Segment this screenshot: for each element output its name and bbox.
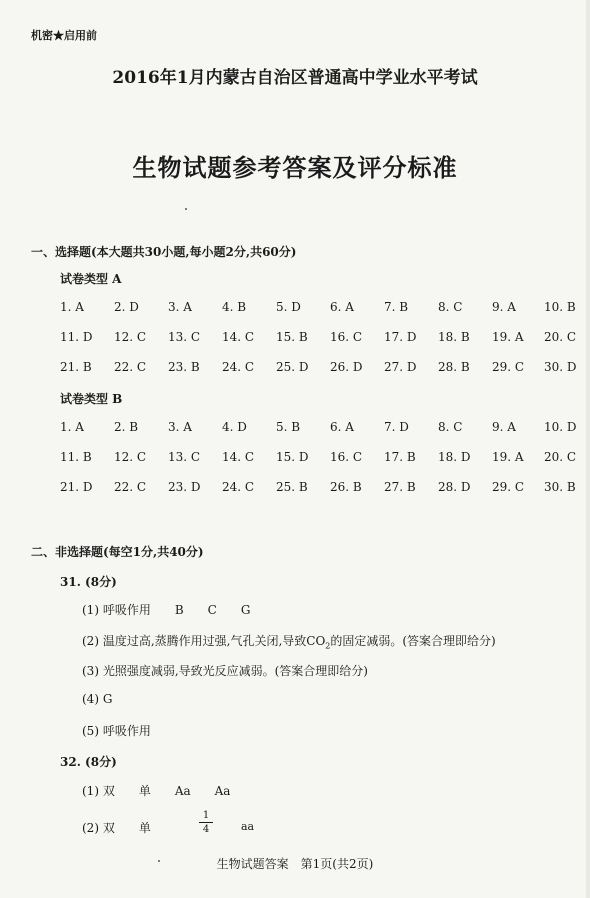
q31-answer-3: (3) 光照强度减弱,导致光反应减弱。(答案合理即给分) bbox=[82, 664, 368, 678]
answer-cell: 15. D bbox=[276, 450, 309, 464]
answer-cell: 6. A bbox=[330, 300, 354, 314]
answer-cell: 5. D bbox=[276, 300, 301, 314]
answer-cell: 10. D bbox=[544, 420, 577, 434]
q31-answer-2 bbox=[82, 632, 496, 650]
answer-cell: 17. B bbox=[384, 450, 416, 464]
answer-cell: 27. D bbox=[384, 360, 417, 374]
fraction-numerator: 1 bbox=[202, 810, 210, 821]
answer-cell: 21. D bbox=[60, 480, 93, 494]
answer-cell: 7. D bbox=[384, 420, 409, 434]
answer-cell: 9. A bbox=[492, 420, 516, 434]
scan-edge bbox=[586, 0, 590, 898]
answer-cell: 12. C bbox=[114, 450, 147, 464]
answer-cell: 3. A bbox=[168, 300, 192, 314]
answer-cell: 28. B bbox=[438, 360, 470, 374]
answer-cell: 2. B bbox=[114, 420, 139, 434]
type-a-label: 试卷类型 A bbox=[60, 272, 122, 286]
answer-cell: 29. C bbox=[492, 480, 525, 494]
answer-cell: 1. A bbox=[60, 300, 84, 314]
q32-answer-1: (1) 双 单 Aa Aa bbox=[82, 784, 231, 798]
exam-title: 2016年1月内蒙古自治区普通高中学业水平考试 bbox=[112, 68, 478, 88]
answer-cell: 20. C bbox=[544, 330, 577, 344]
page-footer: 生物试题答案 第1页(共2页) bbox=[216, 857, 374, 871]
answer-cell: 11. D bbox=[60, 330, 93, 344]
answer-cell: 27. B bbox=[384, 480, 416, 494]
answer-cell: 14. C bbox=[222, 330, 255, 344]
answer-cell: 18. D bbox=[438, 450, 471, 464]
answer-cell: 23. B bbox=[168, 360, 200, 374]
answer-cell: 23. D bbox=[168, 480, 201, 494]
answer-cell: 2. D bbox=[114, 300, 139, 314]
answer-cell: 24. C bbox=[222, 480, 255, 494]
answer-cell: 30. D bbox=[544, 360, 577, 374]
answer-cell: 8. C bbox=[438, 420, 463, 434]
q31-answer-2-text: (2) 温度过高,蒸腾作用过强,气孔关闭,导致CO bbox=[82, 634, 326, 648]
answer-cell: 8. C bbox=[438, 300, 463, 314]
q31-answer-1: (1) 呼吸作用 B C G bbox=[82, 603, 251, 617]
answer-cell: 30. B bbox=[544, 480, 576, 494]
section2-heading: 二、非选择题(每空1分,共40分) bbox=[31, 545, 204, 559]
answer-cell: 13. C bbox=[168, 450, 201, 464]
type-b-label: 试卷类型 B bbox=[60, 392, 123, 406]
question-31-label: 31. (8分) bbox=[60, 575, 117, 589]
answer-cell: 17. D bbox=[384, 330, 417, 344]
answer-cell: 29. C bbox=[492, 360, 525, 374]
answer-cell: 24. C bbox=[222, 360, 255, 374]
answer-cell: 20. C bbox=[544, 450, 577, 464]
answer-cell: 19. A bbox=[492, 330, 524, 344]
answer-cell: 21. B bbox=[60, 360, 92, 374]
answer-cell: 18. B bbox=[438, 330, 470, 344]
answer-cell: 13. C bbox=[168, 330, 201, 344]
answer-cell: 26. D bbox=[330, 360, 363, 374]
answer-cell: 12. C bbox=[114, 330, 147, 344]
q32-answer-2-genotype: aa bbox=[241, 820, 255, 833]
answer-cell: 14. C bbox=[222, 450, 255, 464]
q31-answer-4: (4) G bbox=[82, 692, 113, 706]
secret-label: 机密★启用前 bbox=[31, 29, 97, 42]
answer-cell: 16. C bbox=[330, 450, 363, 464]
answer-cell: 19. A bbox=[492, 450, 524, 464]
answer-cell: 9. A bbox=[492, 300, 516, 314]
scan-speck bbox=[185, 208, 187, 210]
q31-answer-2-tail: 的固定减弱。(答案合理即给分) bbox=[330, 634, 496, 648]
answer-cell: 6. A bbox=[330, 420, 354, 434]
answer-cell: 28. D bbox=[438, 480, 471, 494]
answer-cell: 15. B bbox=[276, 330, 308, 344]
answer-cell: 5. B bbox=[276, 420, 301, 434]
answer-cell: 4. D bbox=[222, 420, 247, 434]
q32-answer-2: (2) 双 单 bbox=[82, 821, 151, 835]
answer-cell: 10. B bbox=[544, 300, 576, 314]
q31-answer-5: (5) 呼吸作用 bbox=[82, 724, 151, 738]
answer-cell: 26. B bbox=[330, 480, 362, 494]
section1-heading: 一、选择题(本大题共30小题,每小题2分,共60分) bbox=[31, 245, 297, 259]
fraction-denominator: 4 bbox=[202, 824, 210, 835]
answer-cell: 4. B bbox=[222, 300, 247, 314]
fraction-one-quarter bbox=[199, 810, 213, 835]
answer-cell: 25. B bbox=[276, 480, 308, 494]
answer-cell: 16. C bbox=[330, 330, 363, 344]
question-32-label: 32. (8分) bbox=[60, 755, 117, 769]
answer-cell: 7. B bbox=[384, 300, 409, 314]
answer-cell: 1. A bbox=[60, 420, 84, 434]
answer-cell: 22. C bbox=[114, 480, 147, 494]
document-title: 生物试题参考答案及评分标准 bbox=[132, 153, 458, 182]
answer-cell: 3. A bbox=[168, 420, 192, 434]
fraction-bar bbox=[199, 822, 213, 823]
answer-cell: 11. B bbox=[60, 450, 92, 464]
answer-cell: 25. D bbox=[276, 360, 309, 374]
answer-cell: 22. C bbox=[114, 360, 147, 374]
subscript-2: 2 bbox=[325, 641, 331, 651]
